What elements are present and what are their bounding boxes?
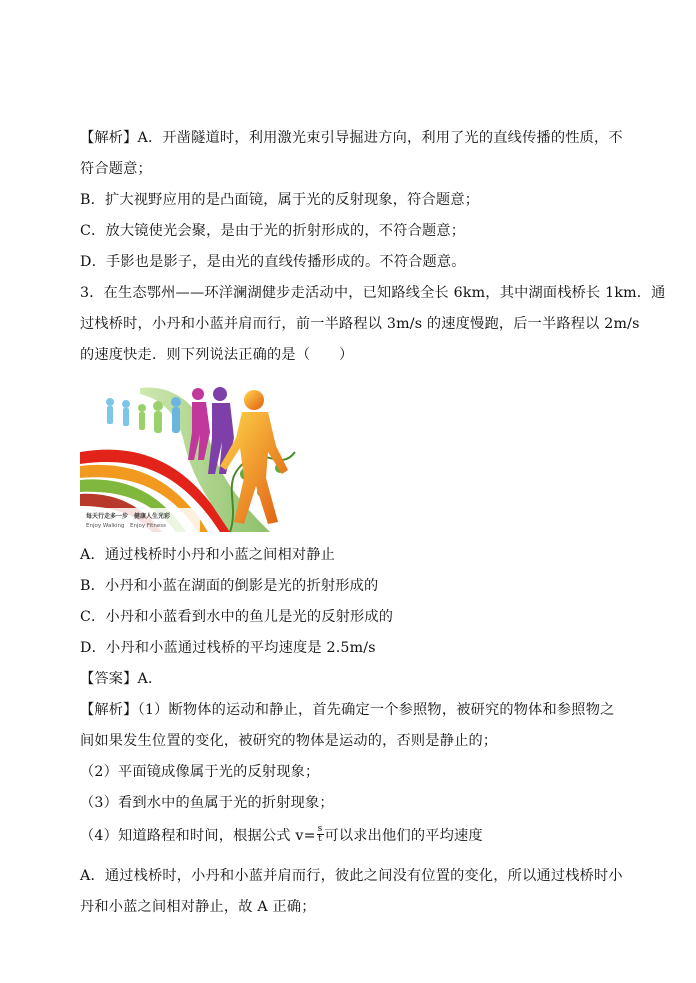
formula-text-after: 可以求出他们的平均速度	[324, 828, 483, 844]
formula-line	[80, 823, 483, 846]
fraction-numerator: s	[317, 823, 323, 834]
conclusion-line: 丹和小蓝之间相对静止，故 A 正确；	[80, 899, 316, 915]
question-3-text: 的速度快走．则下列说法正确的是（ ）	[80, 347, 354, 363]
analysis-line: （2）平面镜成像属于光的反射现象；	[80, 764, 320, 780]
text-line: D．手影也是影子，是由光的直线传播形成的。不符合题意。	[80, 254, 466, 270]
option-c: C．小丹和小蓝看到水中的鱼儿是光的反射形成的	[80, 609, 394, 625]
walking-illustration-graphic	[80, 382, 306, 534]
formula-text-before: （4）知道路程和时间，根据公式 v=	[80, 828, 316, 844]
text-line: 【解析】A．开凿隧道时，利用激光束引导掘进方向，利用了光的直线传播的性质，不	[80, 130, 623, 146]
text-line: 符合题意；	[80, 161, 152, 177]
answer: 【答案】A．	[80, 671, 163, 687]
option-d: D．小丹和小蓝通过栈桥的平均速度是 2.5m/s	[80, 640, 376, 656]
conclusion-line: A．通过栈桥时，小丹和小蓝并肩而行，彼此之间没有位置的变化，所以通过栈桥时小	[80, 868, 623, 884]
option-b: B．小丹和小蓝在湖面的倒影是光的折射形成的	[80, 578, 379, 594]
illustration-caption: 每天行走多一步 健康人生光彩	[86, 513, 171, 520]
question-3-text: 过栈桥时，小丹和小蓝并肩而行，前一半路程以 3m/s 的速度慢跑，后一半路程以 2m/s	[80, 316, 640, 332]
text-line: B．扩大视野应用的是凸面镜，属于光的反射现象，符合题意；	[80, 192, 480, 208]
speed-formula-fraction	[317, 825, 324, 844]
walking-illustration	[80, 382, 306, 534]
analysis-line: 【解析】（1）断物体的运动和静止，首先确定一个参照物，被研究的物体和参照物之	[80, 702, 615, 718]
text-line: C．放大镜使光会聚，是由于光的折射形成的，不符合题意；	[80, 223, 466, 239]
fraction-denominator: t	[318, 833, 322, 844]
question-3-text: 3．在生态鄂州——环洋澜湖健步走活动中，已知路线全长 6km，其中湖面栈桥长 1km．通	[80, 285, 666, 301]
option-a: A．通过栈桥时小丹和小蓝之间相对静止	[80, 547, 336, 563]
illustration-caption-english: Enjoy Walking Enjoy Fitness	[86, 523, 166, 529]
analysis-line: 间如果发生位置的变化，被研究的物体是运动的，否则是静止的；	[80, 733, 498, 749]
analysis-line: （3）看到水中的鱼属于光的折射现象；	[80, 795, 334, 811]
